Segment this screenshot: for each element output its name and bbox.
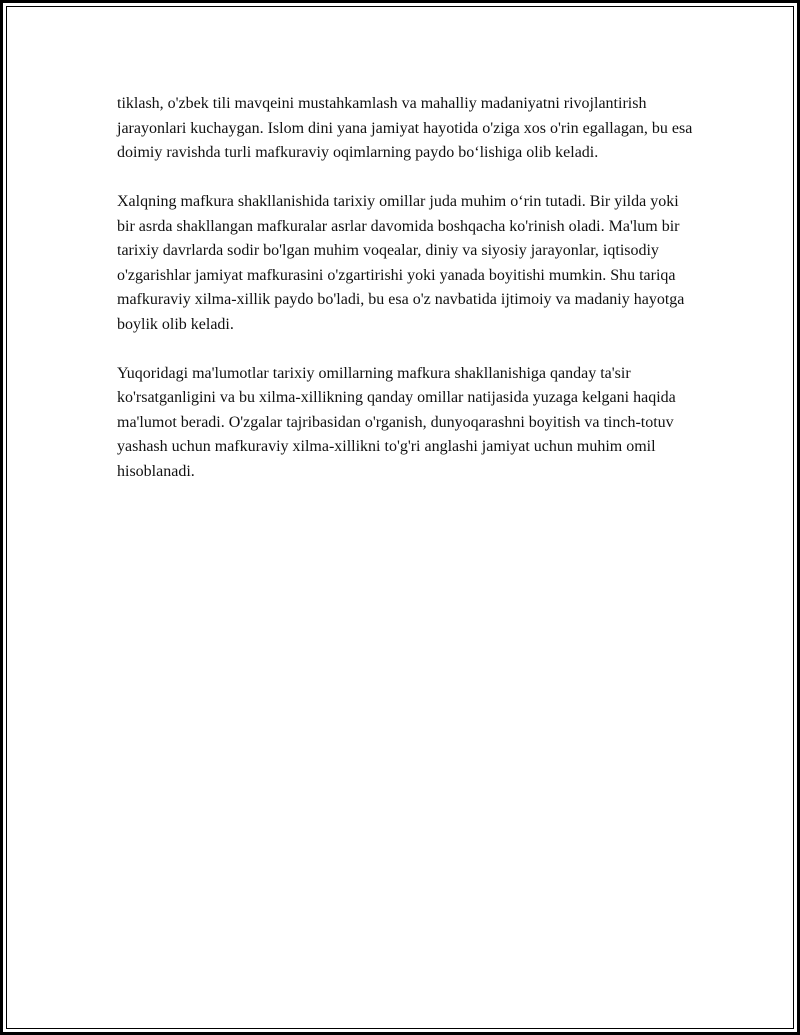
document-body	[117, 92, 697, 509]
paragraph-1: tiklash, o'zbek tili mavqeini mustahkamlash va mahalliy madaniyatni rivojlantirish jarayonlari kuchaygan. Islom dini yana jamiyat hayotida o'ziga xos o'rin egallagan, bu esa doimiy ravishda turli mafkuraviy oqimlarning paydo bo‘lishiga olib keladi.	[117, 95, 693, 161]
paragraph-2: Xalqning mafkura shakllanishida tarixiy omillar juda muhim o‘rin tutadi. Bir yilda yoki bir asrda shakllangan mafkuralar asrlar davomida boshqacha ko'rinish oladi. Ma'lum bir tarixiy davrlarda sodir bo'lgan muhim voqealar, diniy va siyosiy jarayonlar, iqtisodiy o'zgarishlar jamiyat mafkurasini o'zgartirishi yoki yanada boyitishi mumkin. Shu tariqa mafkuraviy xilma-xillik paydo bo'ladi, bu esa o'z navbatida ijtimoiy va madaniy hayotga boylik olib keladi.	[117, 193, 685, 333]
paragraph-3: Yuqoridagi ma'lumotlar tarixiy omillarning mafkura shakllanishiga qanday ta'sir ko'rsatganligini va bu xilma-xillikning qanday omillar natijasida yuzaga kelgani haqida ma'lumot beradi. O'zgalar tajribasidan o'rganish, dunyoqarashni boyitish va tinch-totuv yashash uchun mafkuraviy xilma-xillikni to'g'ri anglashi jamiyat uchun muhim omil hisoblanadi.	[117, 364, 676, 480]
